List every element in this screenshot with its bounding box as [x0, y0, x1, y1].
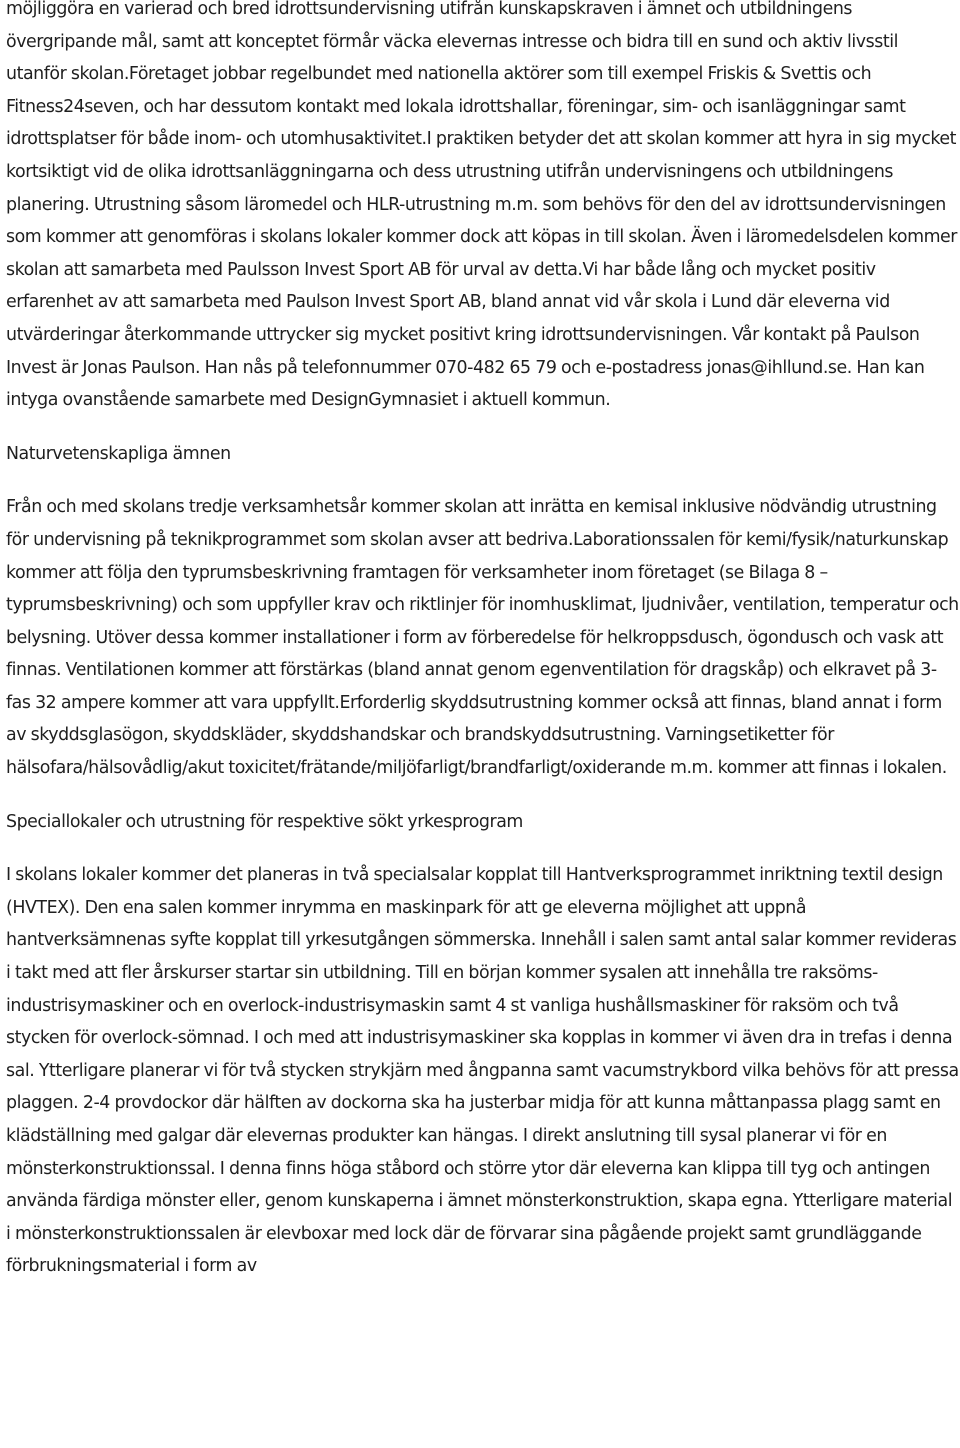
paragraph-gap [6, 470, 960, 491]
section-heading-natural-sciences: Naturvetenskapliga ämnen [6, 443, 231, 464]
document-page [6, 0, 960, 1283]
paragraph-gap [6, 785, 960, 806]
body-paragraph-textile-rooms: I skolans lokaler kommer det planeras in två specialsalar kopplat till Hantverksprogrammet inriktning textil design (HVTEX). Den ena salen kommer inrymma en maskinpark för att ge eleverna möjlighet att uppnå hantverksämnenas syfte kopplat till yrkesutgången sömmerska. Innehåll i salen samt antal salar kommer revideras i takt med att fler årskurser startar sin utbildning. Till en början kommer sysalen att innehålla tre raksöms-industrisymaskiner och en overlock-industrisymaskin samt 4 st vanliga hushållsmaskiner för raksöm och två stycken för overlock-sömnad. I och med att industrisymaskiner ska kopplas in kommer vi även dra in trefas i denna sal. Ytterligare planerar vi för två stycken strykjärn med ångpanna samt vacumstrykbord vilka behövs för att pressa plaggen. 2-4 provdockor där hälften av dockorna ska ha justerbar midja för att kunna måttanpassa plagg samt en klädställning med galgar där elevernas produkter kan hängas. I direkt anslutning till sysal planerar vi för en mönsterkonstruktionssal. I denna finns höga ståbord och större ytor där eleverna kan klippa till tyg och antingen använda färdiga mönster eller, genom kunskaperna i ämnet mönsterkonstruktion, skapa egna. Ytterligare material i mönsterkonstruktionssalen är elevboxar med lock där de förvarar sina pågående projekt samt grundläggande förbrukningsmaterial i form av [6, 865, 959, 1277]
body-paragraph-chemistry-lab: Från och med skolans tredje verksamhetsår kommer skolan att inrätta en kemisal inklusive nödvändig utrustning för undervisning på teknikprogrammet som skolan avser att bedriva.Laborationssalen för kemi/fysik/naturkunskap kommer att följa den typrumsbeskrivning framtagen för verksamheter inom företaget (se Bilaga 8 – typrumsbeskrivning) och som uppfyller krav och riktlinjer för inomhusklimat, ljudnivåer, ventilation, temperatur och belysning. Utöver dessa kommer installationer i form av förberedelse för helkroppsdusch, ögondusch och vask att finnas. Ventilationen kommer att förstärkas (bland annat genom egenventilation för dragskåp) och elkravet på 3-fas 32 ampere kommer att vara uppfyllt.Erforderlig skyddsutrustning kommer också att finnas, bland annat i form av skyddsglasögon, skyddskläder, skyddshandskar och brandskyddsutrustning. Varningsetiketter för hälsofara/hälsovådlig/akut toxicitet/frätande/miljöfarligt/brandfarligt/oxiderande m.m. kommer att finnas i lokalen. [6, 497, 959, 779]
section-heading-special-premises: Speciallokaler och utrustning för respektive sökt yrkesprogram [6, 811, 523, 832]
paragraph-gap [6, 838, 960, 859]
body-paragraph-sports: möjliggöra en varierad och bred idrottsundervisning utifrån kunskapskraven i ämnet och utbildningens övergripande mål, samt att konceptet förmår väcka elevernas intresse och bidra till en sund och aktiv livsstil utanför skolan.Företaget jobbar regelbundet med nationella aktörer som till exempel Friskis & Svettis och Fitness24seven, och har dessutom kontakt med lokala idrottshallar, föreningar, sim- och isanläggningar samt idrottsplatser för både inom- och utomhusaktivitet.I praktiken betyder det att skolan kommer att hyra in sig mycket kortsiktigt vid de olika idrottsanläggningarna och dess utrustning utifrån undervisningens och utbildningens planering. Utrustning såsom läromedel och HLR-utrustning m.m. som behövs för den del av idrottsundervisningen som kommer att genomföras i skolans lokaler kommer dock att köpas in till skolan. Även i läromedelsdelen kommer skolan att samarbeta med Paulsson Invest Sport AB för urval av detta.Vi har både lång och mycket positiv erfarenhet av att samarbeta med Paulson Invest Sport AB, bland annat vid vår skola i Lund där eleverna vid utvärderingar återkommande uttrycker sig mycket positivt kring idrottsundervisningen. Vår kontakt på Paulson Invest är Jonas Paulson. Han nås på telefonnummer 070-482 65 79 och e-postadress jonas@ihllund.se. Han kan intyga ovanstående samarbete med DesignGymnasiet i aktuell kommun. [6, 0, 958, 411]
paragraph-gap [6, 417, 960, 438]
